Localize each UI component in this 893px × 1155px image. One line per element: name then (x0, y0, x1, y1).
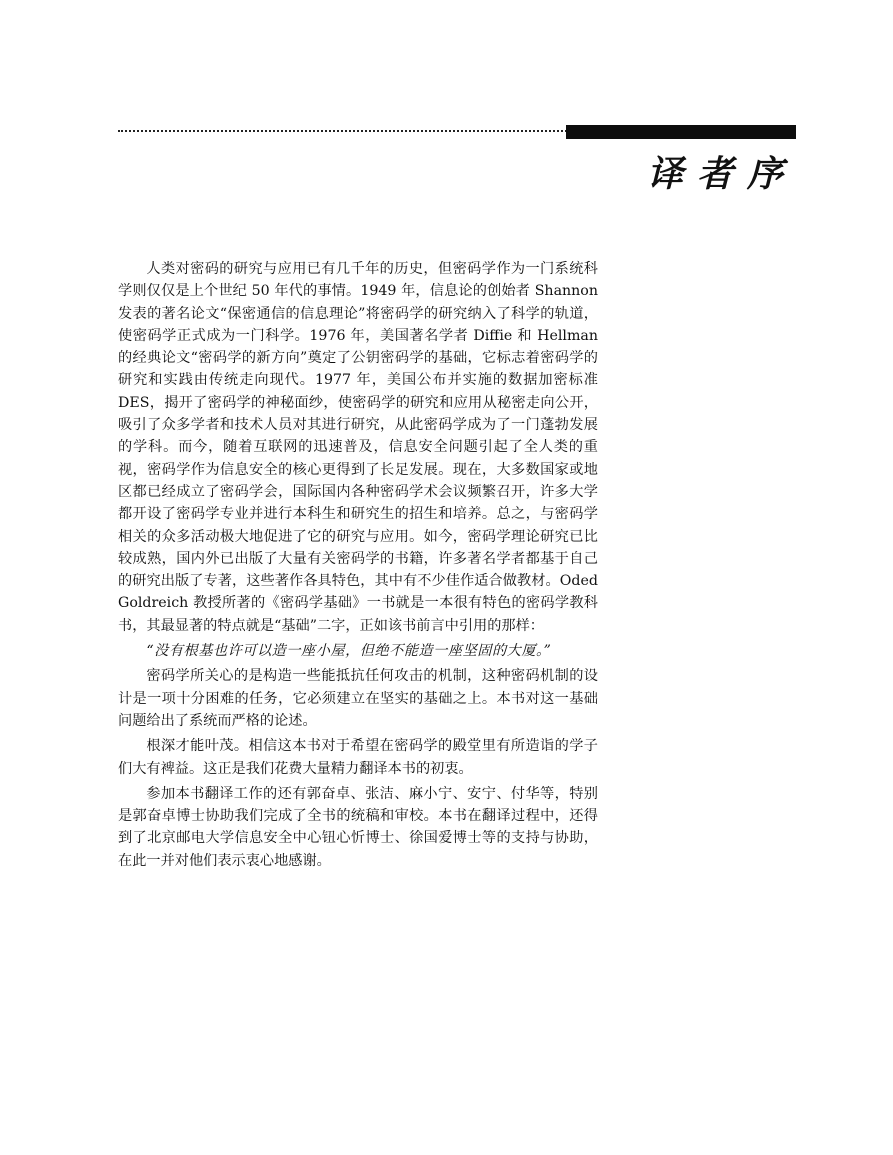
body-text (118, 258, 598, 872)
paragraph-motivation: 根深才能叶茂。相信这本书对于希望在密码学的殿堂里有所造诣的学子们大有裨益。这正是我们花费大量精力翻译本书的初衷。 (118, 738, 598, 777)
paragraph-acknowledgements: 参加本书翻译工作的还有郭奋卓、张洁、麻小宁、安宁、付华等，特别是郭奋卓博士协助我们完成了全书的统稿和审校。本书在翻译过程中，还得到了北京邮电大学信息安全中心钮心忻博士、徐国爱博士等的支持与协助，在此一并对他们表示衷心地感谢。 (118, 785, 598, 869)
paragraph-mechanisms: 密码学所关心的是构造一些能抵抗任何攻击的机制，这种密码机制的设计是一项十分困难的任务，它必须建立在坚实的基础之上。本书对这一基础问题给出了系统而严格的论述。 (118, 668, 598, 729)
page-title: 译者序 (646, 153, 797, 195)
header-thick-bar (566, 125, 796, 139)
header-dotted-rule (118, 130, 570, 132)
paragraph-intro: 人类对密码的研究与应用已有几千年的历史，但密码学作为一门系统科学则仅仅是上个世纪 50 年代的事情。1949 年，信息论的创始者 Shannon 发表的著名论文“保密通信的信息理论”将密码学的研究纳入了科学的轨道，使密码学正式成为一门科学。1976 年，美国著名学者 Diffie 和 Hellman 的经典论文“密码学的新方向”奠定了公钥密码学的基础，它标志着密码学的研究和实践由传统走向现代。1977 年，美国公布并实施的数据加密标准 DES，揭开了密码学的神秘面纱，使密码学的研究和应用从秘密走向公开，吸引了众多学者和技术人员对其进行研究，从此密码学成为了一门蓬勃发展的学科。而今，随着互联网的迅速普及，信息安全问题引起了全人类的重视，密码学作为信息安全的核心更得到了长足发展。现在，大多数国家或地区都已经成立了密码学会，国际国内各种密码学术会议频繁召开，许多大学都开设了密码学专业并进行本科生和研究生的招生和培养。总之，与密码学相关的众多活动极大地促进了它的研究与应用。如今，密码学理论研究已比较成熟，国内外已出版了大量有关密码学的书籍，许多著名学者都基于自己的研究出版了专著，这些著作各具特色，其中有不少佳作适合做教材。Oded Goldreich 教授所著的《密码学基础》一书就是一本很有特色的密码学教科书，其最显著的特点就是“基础”二字，正如该书前言中引用的那样： (118, 261, 598, 634)
paragraph-quote: “没有根基也许可以造一座小屋，但绝不能造一座坚固的大厦。” (146, 643, 552, 660)
